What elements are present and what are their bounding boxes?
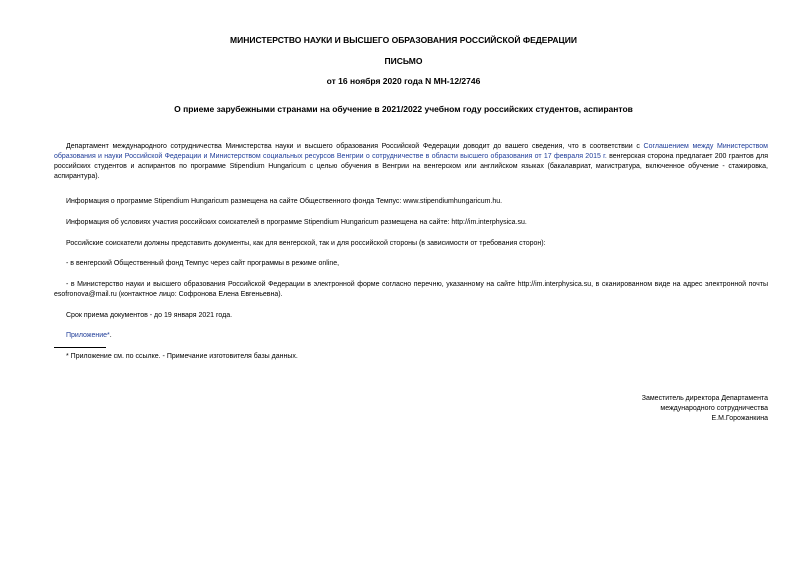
signature-department: международного сотрудничества <box>660 405 768 412</box>
paragraph-documents: Российские соискатели должны представить документы, как для венгерской, так и для российской стороны (в зависимости от требования сторон): <box>66 240 546 247</box>
intro-text-before: Департамент международного сотрудничества Министерства науки и высшего образования Российской Федерации доводит до вашего сведения, что в соответствии с <box>66 143 644 150</box>
attachment-link[interactable]: Приложение* <box>66 332 110 339</box>
document-title: О приеме зарубежными странами на обучение в 2021/2022 учебном году российских студентов, аспирантов <box>174 104 633 114</box>
footnote-separator <box>54 347 106 348</box>
signature-name: Е.М.Горожанкина <box>711 415 768 422</box>
document-type: ПИСЬМО <box>384 56 423 66</box>
paragraph-program-info: Информация о программе Stipendium Hungaricum размещена на сайте Общественного фонда Темпус: www.stipendiumhungaricum.hu. <box>66 198 503 205</box>
paragraph-ministry-submission: - в Министерство науки и высшего образования Российской Федерации в электронной форме согласно перечню, указанному на сайте http://im.interphysica.su, в сканированном виде на адрес электронной почты esofronova@mail.ru (контактное лицо: Софронова Елена Евгеньевна). <box>54 281 768 298</box>
paragraph-tempus: - в венгерский Общественный фонд Темпус через сайт программы в режиме online, <box>66 260 340 267</box>
paragraph-intro <box>54 142 768 182</box>
intro-text-after: венгерская сторона предлагает 200 грантов для российских студентов и аспирантов по программе Stipendium Hungaricum с целью обучения в Венгрии на венгерском или английском языках (бакалавриат, магистратура, включенное обучение - стажировка, аспирантура). <box>54 153 768 180</box>
ministry-name: МИНИСТЕРСТВО НАУКИ И ВЫСШЕГО ОБРАЗОВАНИЯ РОССИЙСКОЙ ФЕДЕРАЦИИ <box>230 35 577 45</box>
attachment-line: Приложение*. <box>66 332 112 339</box>
paragraph-deadline: Срок приема документов - до 19 января 2021 года. <box>66 312 233 319</box>
agreement-link[interactable]: Соглашением между Министерством образования и науки Российской Федерации и Министерством социальных ресурсов Венгрии о сотрудничестве в области высшего образования от 17 февраля 2015 г. <box>54 143 768 160</box>
signature-position: Заместитель директора Департамента <box>641 395 768 402</box>
paragraph-conditions-info: Информация об условиях участия российских соискателей в программе Stipendium Hungaricum размещена на сайте: http://im.interphysica.su. <box>66 219 527 226</box>
document-date-number: от 16 ноября 2020 года N МН-12/2746 <box>326 76 481 86</box>
footnote: * Приложение см. по ссылке. - Примечание изготовителя базы данных. <box>66 353 298 360</box>
